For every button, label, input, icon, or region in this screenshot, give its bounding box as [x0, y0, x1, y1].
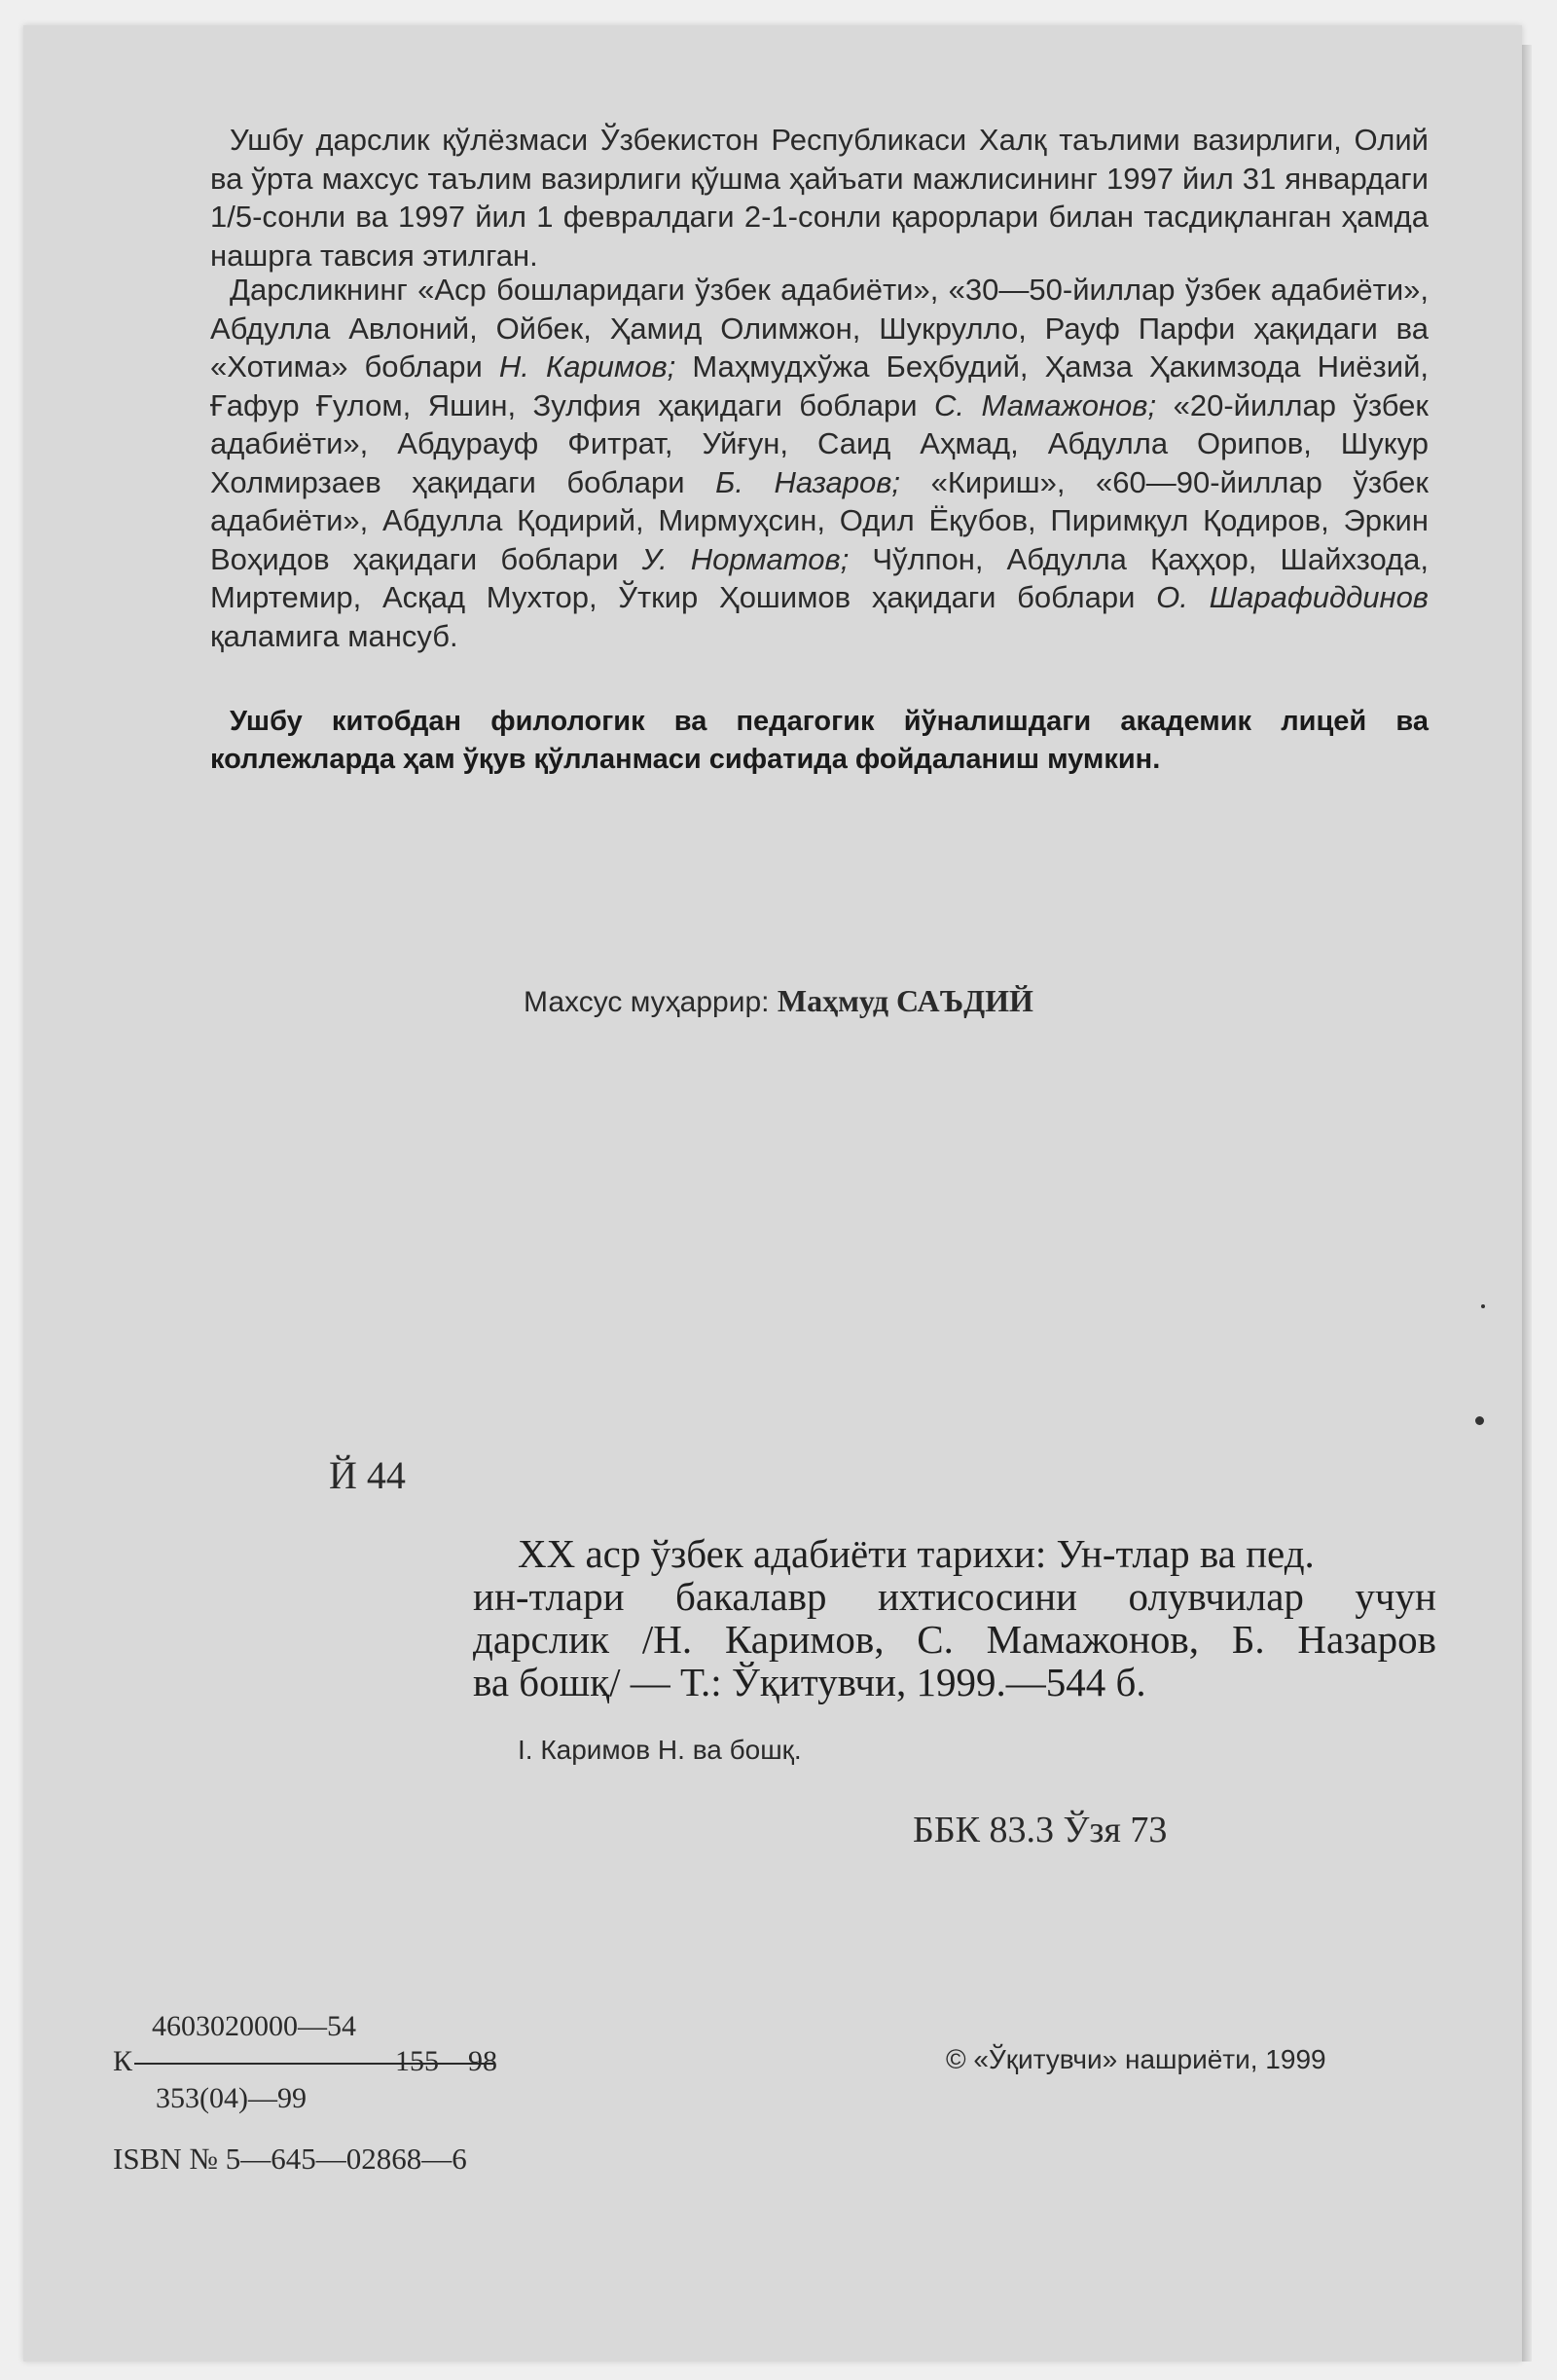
- ink-speck: [1475, 1416, 1484, 1425]
- recommendation-note: [210, 703, 1429, 779]
- authorship-segment: «20-йиллар ўзбек адабиёти», Абдурауф Фитрат, Уйғун, Саид Аҳмад, Абдулла Орипов, Шукур Холмирзаев ҳақидаги боблари: [210, 387, 1429, 499]
- editor-name: Маҳмуд САЪДИЙ: [777, 983, 1033, 1018]
- author-name: Н. Каримов;: [498, 349, 676, 384]
- k-code-letter: К: [113, 2045, 133, 2077]
- authorship-segment: Чўлпон, Абдулла Қаҳҳор, Шайхзода, Миртемир, Асқад Мухтор, Ўткир Ҳошимов ҳақидаги боблари: [210, 541, 1429, 614]
- bib-line: ин-тлари бакалавр ихтисосини олувчилар учун: [473, 1574, 1436, 1619]
- bib-line: XX аср ўзбек адабиёти тарихи: Ун-тлар ва пед.: [518, 1531, 1315, 1576]
- authorship-segment: «Кириш», «60—90-йиллар ўзбек адабиёти», Абдулла Қодирий, Мирмуҳсин, Одил Ёқубов, Пиримқул Қодиров, Эркин Воҳидов ҳақидаги боблари: [210, 464, 1429, 576]
- bib-line: ва бошқ/ — Т.: Ўқитувчи, 1999.—544 б.: [473, 1660, 1146, 1704]
- author-name: О. Шарафиддинов: [1156, 580, 1429, 614]
- k-code-denominator: 353(04)—99: [156, 2082, 307, 2114]
- editor-label: Махсус муҳаррир:: [524, 986, 770, 1018]
- recommendation-text: Ушбу китобдан филологик ва педагогик йўналишдаги академик лицей ва коллежларда ҳам ўқув қўлланмаси сифатида фойдаланиш мумкин.: [210, 706, 1429, 775]
- author-name: У. Норматов;: [641, 541, 850, 576]
- authorship-segment: Маҳмудхўжа Беҳбудий, Ҳамза Ҳакимзода Ниёзий, Ғафур Ғулом, Яшин, Зулфия ҳақидаги боблари: [210, 349, 1430, 422]
- copyright-notice: © «Ўқитувчи» нашриёти, 1999: [946, 2044, 1326, 2074]
- bibliographic-record: [473, 1532, 1436, 1703]
- authorship-segment: қаламига мансуб.: [210, 618, 458, 653]
- index-code: Й 44: [329, 1453, 406, 1497]
- authorship-paragraph: [210, 271, 1429, 655]
- k-code-right: 155—98: [395, 2045, 497, 2077]
- ink-speck: [1481, 1304, 1485, 1308]
- k-code-numerator: 4603020000—54: [152, 2010, 356, 2042]
- author-entry: I. Каримов Н. ва бошқ.: [518, 1735, 802, 1765]
- special-editor-line: [0, 983, 1557, 1019]
- author-name: С. Мамажонов;: [934, 387, 1157, 422]
- authorship-segment: Дарсликнинг «Аср бошларидаги ўзбек адабиёти», «30—50-йиллар ўзбек адабиёти», Абдулла Авлоний, Ойбек, Ҳамид Олимжон, Шукрулло, Рауф Парфи ҳақидаги ва «Хотима» боблари: [210, 273, 1429, 384]
- bbk-code: ББК 83.3 Ўзя 73: [913, 1810, 1168, 1850]
- bib-line: дарслик /Н. Каримов, С. Мамажонов, Б. Назаров: [473, 1617, 1436, 1662]
- approval-paragraph: [210, 121, 1429, 275]
- approval-text: Ушбу дарслик қўлёзмаси Ўзбекистон Республикаси Халқ таълими вазирлиги, Олий ва ўрта махсус таълим вазирлиги қўшма ҳайъати мажлисининг 1997 йил 31 январдаги 1/5-сонли ва 1997 йил 1 февралдаги 2-1-сонли қарорлари билан тасдиқланган ҳамда нашрга тавсия этилган.: [210, 123, 1429, 273]
- author-name: Б. Назаров;: [715, 464, 901, 499]
- isbn: ISBN № 5—645—02868—6: [113, 2142, 467, 2176]
